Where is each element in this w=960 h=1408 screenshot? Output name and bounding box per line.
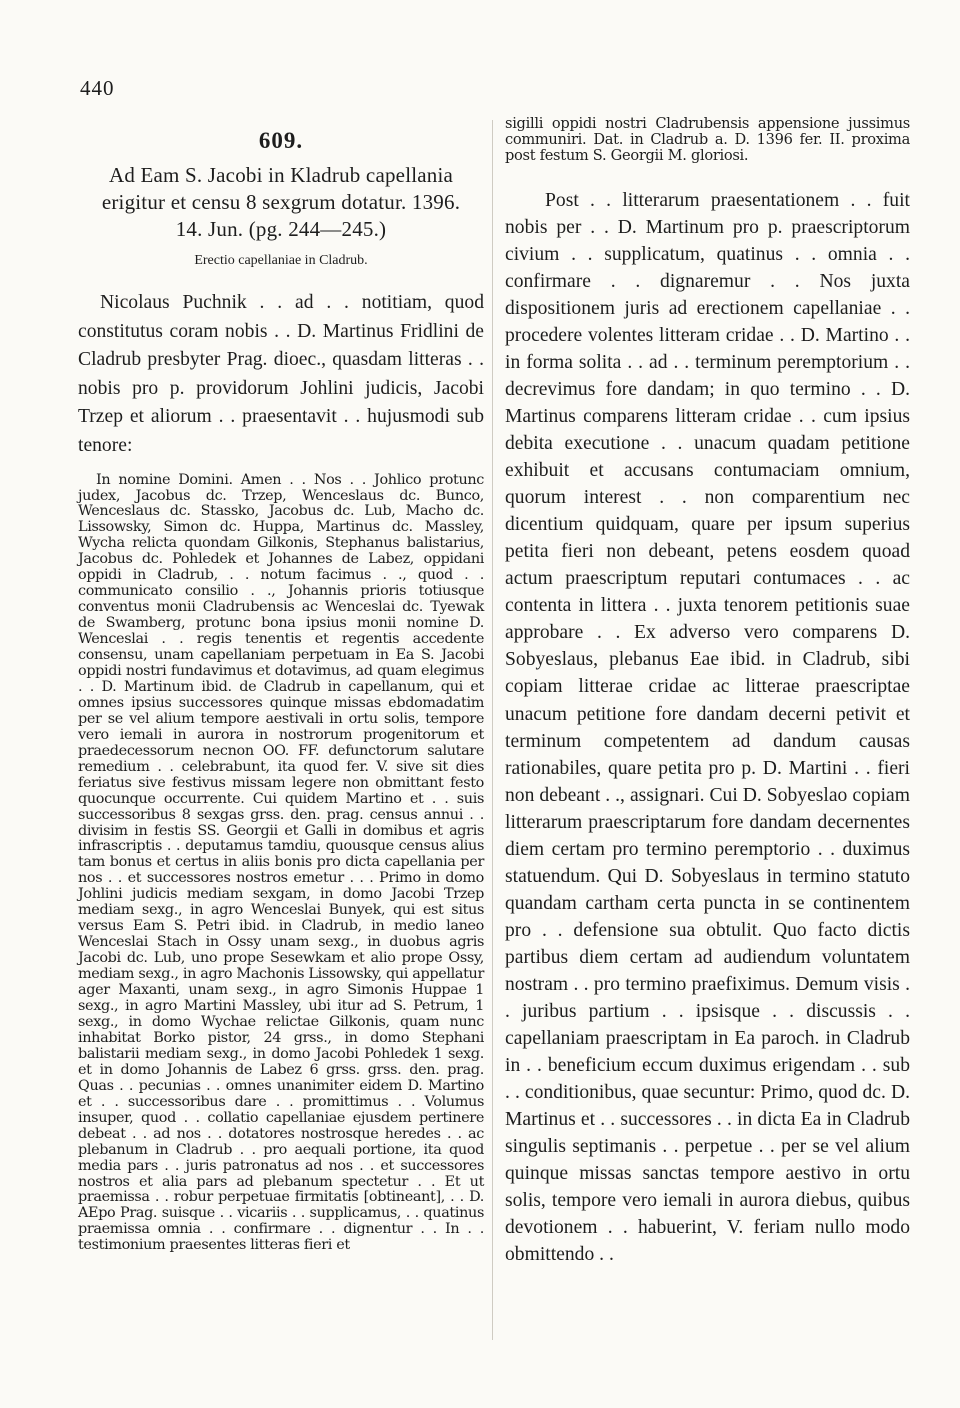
document-number: 609. xyxy=(258,128,304,153)
right-column xyxy=(505,110,910,1268)
document-heading-line1: Ad Eam S. Jacobi in Kladrub capellania xyxy=(108,163,454,187)
column-divider xyxy=(492,120,493,1340)
intro-paragraph: Nicolaus Puchnik . . ad . . notitiam, quod constitutus coram nobis . . D. Martinus Fridlini de Cladrub presbyter Prag. dioec., quasdam litteras . . nobis pro p. providorum Johlini judicis, Jacobi Trzep et aliorum . . praesentavit . . hujusmodi sub tenore: xyxy=(78,292,484,456)
inserted-charter-text: In nomine Domini. Amen . . Nos . . Johlico protunc judex, Jacobus dc. Trzep, Wenceslaus dc. Bunco, Wenceslaus dc. Stassko, Jacobus dc. Lub, Macho dc. Lissowsky, Simon dc. Huppa, Martinus dc. Massley, Wycha relicta quondam Gilkonis, Stephanus balistarius, Jacobus dc. Pohledek et Johannes de Labez, oppidani oppidi in Cladrub, . . notum facimus . ., quod . . communicato consilio . ., Johannis prioris totiusque conventus monii Cladrubensis ac Wenceslai dc. Tyewak de Swamberg, protunc bona ipsius monii nomine D. Wenceslai . . regis tenentis et regentis accedente consensu, unam capellaniam perpetuam in Ea S. Jacobi oppidi nostri fundavimus et dotavimus, ad quam elegimus . . D. Martinum ibid. de Cladrub in capellanum, qui et omnes ipsius successores quinque missas ebdomadatim per se vel alium tempore aestivali in ortu solis, tempore vero iemali in aurora in nostrorum progenitorum et praedecessorum necnon OO. FF. defunctorum salutare remedium . . celebrabunt, ita quod fer. V. sive sit dies feriatus sive festivus missam legere non obmittant festo quocunque occurrente. Cui quidem Martino et . . suis successoribus 8 sexgas grss. den. prag. census annui . . divisim in festis SS. Georgii et Galli in domibus et agris infrascriptis . . deputamus tamdiu, quousque census alius tam bonus et certus in aliis bonis pro dicta capellania per nos . . et successores nostros emetur . . . Primo in domo Johlini judicis mediam sexgam, in domo Jacobi Trzep mediam sexg., in agro Wenceslai Bunyek, qui est situs versus Eam S. Petri ibid. in Cladrub, in medio laneo Wenceslai Stach in Ossy unam sexg., in duobus agris Jacobi dc. Lub, uno prope Sesewkam et alio prope Ossy, mediam sexg., in agro Machonis Lissowsky, qui appellatur ager Maxanti, unam sexg., in agro Simonis Huppae 1 sexg., in agro Martini Massley, ubi itur ad S. Petrum, 1 sexg., in domo Wychae relictae Gilkonis, quam nunc inhabitat Borko pistor, 24 grss., in domo Stephani balistarii mediam sexg., in domo Jacobi Pohledek 1 sexg. et in domo Johannis de Labez 6 grss. grss. den. prag. Quas . . pecunias . . omnes unanimiter eidem D. Martino et . . successoribus dare . . promittimus . . Volumus insuper, quod . . collatio capellaniae ejusdem pertinere debeat . . ad nos . . dotatores nostrosque heredes . . ac plebanum in Cladrub . . pro aequali portione, ita quod media pars . . juris patronatus ad nos . . et successores nostros et alia pars ad plebanum spectetur . . Et ut praemissa . . robur perpetuae firmitatis [obtineant], . . D. AEpo Prag. suisque . . vicariis . . supplicamus, . . quatinus praemissa omnia . . confirmare . . dignentur . . In . . testimonium praesentes litteras fieri et xyxy=(78,471,484,1254)
document-subtitle: Erectio capellaniae in Cladrub. xyxy=(194,253,368,268)
left-column xyxy=(78,110,484,1254)
conclusion-paragraph: Post . . litterarum praesentationem . . fuit nobis per . . D. Martinum pro p. praescriptorum civium . . supplicatum, quatinus . . omnia . . confirmare . . dignaremur . . Nos juxta dispositionem juris ad erectionem capellaniae . . procedere volentes litteram cridae . . D. Martino . . in forma solita . . ad . . terminum peremptorium . . decrevimus fore dandam; in quo termino . . D. Martinus comparens litteram cridae . . cum ipsius debita executione . . unacum quadam petitione exhibuit et accusans contumaciam omnium, quorum interest . . non comparentium nec dicentium quidquam, quare per ipsum superius petita fieri non debeant, petens eosdem quoad actum praescriptum reputari contumaces . . ac contenta in littera . . juxta tenorem petitionis suae approbare . . Ex adverso vero comparens D. Sobyeslaus, plebanus Eae ibid. in Cladrub, sibi copiam litterae cridae ac litterae praescriptae unacum petitione fore dandam decerni petivit et terminum competentem ad dandum causas rationabiles, quare petita pro p. D. Martini . . fieri non debeant . ., assignari. Cui D. Sobyeslao copiam litterarum praescriptarum fore dandam decernentes diem certam pro termino peremptorio . . duximus statuendum. Qui D. Sobyeslaus in termino statuto quandam cartham certa puncta in se continentem pro . . defensione sua obtulit. Quo facto dictis partibus diem certam ad audiendum voluntatem nostram . . pro termino praefiximus. Demum visis . . juribus partium . . ipsisque . . discussis . . capellaniam praescriptam in Ea paroch. in Cladrub in . . beneficium eccum duximus erigendam . . sub . . conditionibus, quae secuntur: Primo, quod dc. D. Martinus et . . successores . . in dicta Ea in Cladrub singulis septimanis . . perpetue . . per se vel alium quinque missas sanctas tempore aestivo in ortu solis, tempore vero iemali in aurora diebus, quibus devotionem . . habuerint, V. feriam nullo modo obmittendo . . xyxy=(505,189,910,1266)
page-number: 440 xyxy=(80,76,115,100)
document-heading-line3: 14. Jun. (pg. 244—245.) xyxy=(175,217,387,241)
charter-continuation: sigilli oppidi nostri Cladrubensis appensione jussimus communiri. Dat. in Cladrub a. D. 1396 fer. II. proxima post festum S. Georgii M. gloriosi. xyxy=(505,115,910,165)
document-heading-line2: erigitur et censu 8 sexgrum dotatur. 1396. xyxy=(101,190,461,214)
